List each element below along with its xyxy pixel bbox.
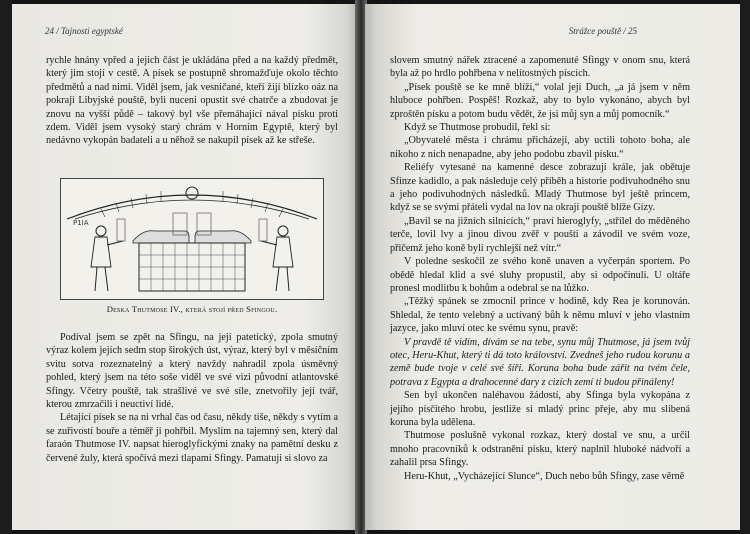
paragraph: V poledne seskočil ze svého koně unaven a vyčerpán sportem. Po obědě hledal klid a své sluhy propustil, aby si odpočinuli. U oltáře pronesl modlitbu k bohům a odebral se na lůžko. <box>390 256 690 294</box>
paragraph: Létající písek se na ni vrhal čas od času, někdy tiše, někdy s vytím a se zuřivostí bouře a téměř ji pohřbil. Myslím na tajemný sen, který dal faraón Thutmose IV. napsat hieroglyfickými znaky na pamětní desku z červené žuly, která spočívá mezi tlapami Sfingy. Pamatuji si slovo za <box>46 412 338 464</box>
left-page-text-top <box>46 54 338 148</box>
paragraph: Když se Thutmose probudil, řekl si: <box>404 122 551 134</box>
background-edge-left <box>0 0 12 534</box>
left-page-header: 24 / Tajnosti egyptské <box>45 26 123 36</box>
stele-illustration <box>60 178 324 300</box>
left-page-text-bottom <box>46 331 338 465</box>
paragraph: „Bavil se na jižních silnicích,“ praví hieroglyfy, „střílel do měděného terče, lovil lvy a jinou divou zvěř v poušti a závodil ve svém voze, přičemž jeho koně byli rychlejší než vítr.“ <box>390 215 690 254</box>
paragraph: „Obyvatelé města i chrámu přicházejí, aby uctili tohoto boha, ale nikoho z nich nenapadne, aby jeho podobu zbavil písku.“ <box>390 135 690 160</box>
right-page <box>365 4 740 530</box>
paragraph: Thutmose poslušně vykonal rozkaz, který dostal ve snu, a určil mnoho pracovníků k odstranění písku, který naplnil hluboké nádvoří a zahalil prsa Sfingy. <box>390 430 690 469</box>
left-page <box>12 4 357 530</box>
paragraph: Heru-Khut, „Vycházející Slunce“, Duch nebo bůh Sfingy, zase věrně <box>404 470 685 482</box>
paragraph: V pravdě tě vidím, dívám se na tebe, synu můj Thutmose, já jsem tvůj otec, Heru-Khut, který ti dá toto království. Zvedneš jeho rudou korunu a země bude tvoje v celé své šíři. Koruna boha bude zářit na tvém čele, potrava z Egypta a drahocenné dary z cizích zemí ti budou přináleny! <box>390 336 690 388</box>
paragraph: Podíval jsem se zpět na Sfingu, na její patetický, zpola smutný výraz kolem jejích sedm stop širokých úst, výraz, který byl v měsíčním svitu sotva rozeznatelný a který navždy nahradil zpola úsměvný pohled, který jsem na této soše viděl ve své vizi původní atlantovské Sfingy. Včetry pouště, tak strašlivé ve své síle, znetvořily její tvář, kterou zmrzačili i neuctiví lidé. <box>46 332 338 411</box>
right-page-header: Strážce pouště / 25 <box>568 26 637 36</box>
paragraph: Reliéfy vytesané na kamenné desce zobrazují krále, jak obětuje Sfinze kadidlo, a pak následuje celý příběh a historie podivuhodného snu a jeho podivuhodných následků. Mladý Thutmose byl ještě princem, když se se svými přáteli vydal na lov na okraji pouště blíže Gízy. <box>390 162 690 214</box>
paragraph: Sen byl ukončen naléhavou žádostí, aby Sfinga byla vykopána z jejího písčitého hrobu, jestliže si mladý princ přeje, aby mu slibená koruna byla udělena. <box>390 390 690 428</box>
paragraph: „Písek pouště se ke mně blíží,“ volal její Duch, „a já jsem v něm hluboce pohřben. Pospěš! Rozkaž, aby to bylo vykonáno, abych byl zproštěn písku a potom budu vědět, že jsi můj syn a můj pomocník.“ <box>390 81 690 120</box>
paragraph: „Těžký spánek se zmocnil prince v hodině, kdy Rea je korunován. Shledal, že tento velebný a uctívaný bůh k němu mluví v jeho vlastním jazyce, jako mluví otec ke svému synu, pravě: <box>390 296 690 335</box>
paragraph: rychle hnány vpřed a jejich část je ukládána před a na každý předmět, který jim stojí v cestě. A písek se postupně shromažďuje okolo těchto předmětů a nad nimi. Viděl jsem, jak vesničané, kteří žijí blízko oáz na pokraji Libyjské pouště, byli nuceni opustit své chatrče a zbudovat je znovu na vyšší půdě – takový byl vše přemáhající nával písku proti zdem. Viděl jsem vysoký starý chrám v Horním Egyptě, který byl nedávno vykopán badateli a u něhož se nakupil písek až ke střeše. <box>46 55 338 147</box>
right-page-text <box>390 54 690 483</box>
hieroglyph-inscription: Ρ1ΙΑ <box>73 219 89 227</box>
figure-caption: Deska Thutmose IV., která stojí před Sfingou. <box>106 304 278 314</box>
paragraph: slovem smutný nářek ztracené a zapomenuté Sfingy v onom snu, která byla až po hrdlo pohřbena v nelítostných píscích. <box>390 55 690 80</box>
background-edge-right <box>740 0 750 534</box>
